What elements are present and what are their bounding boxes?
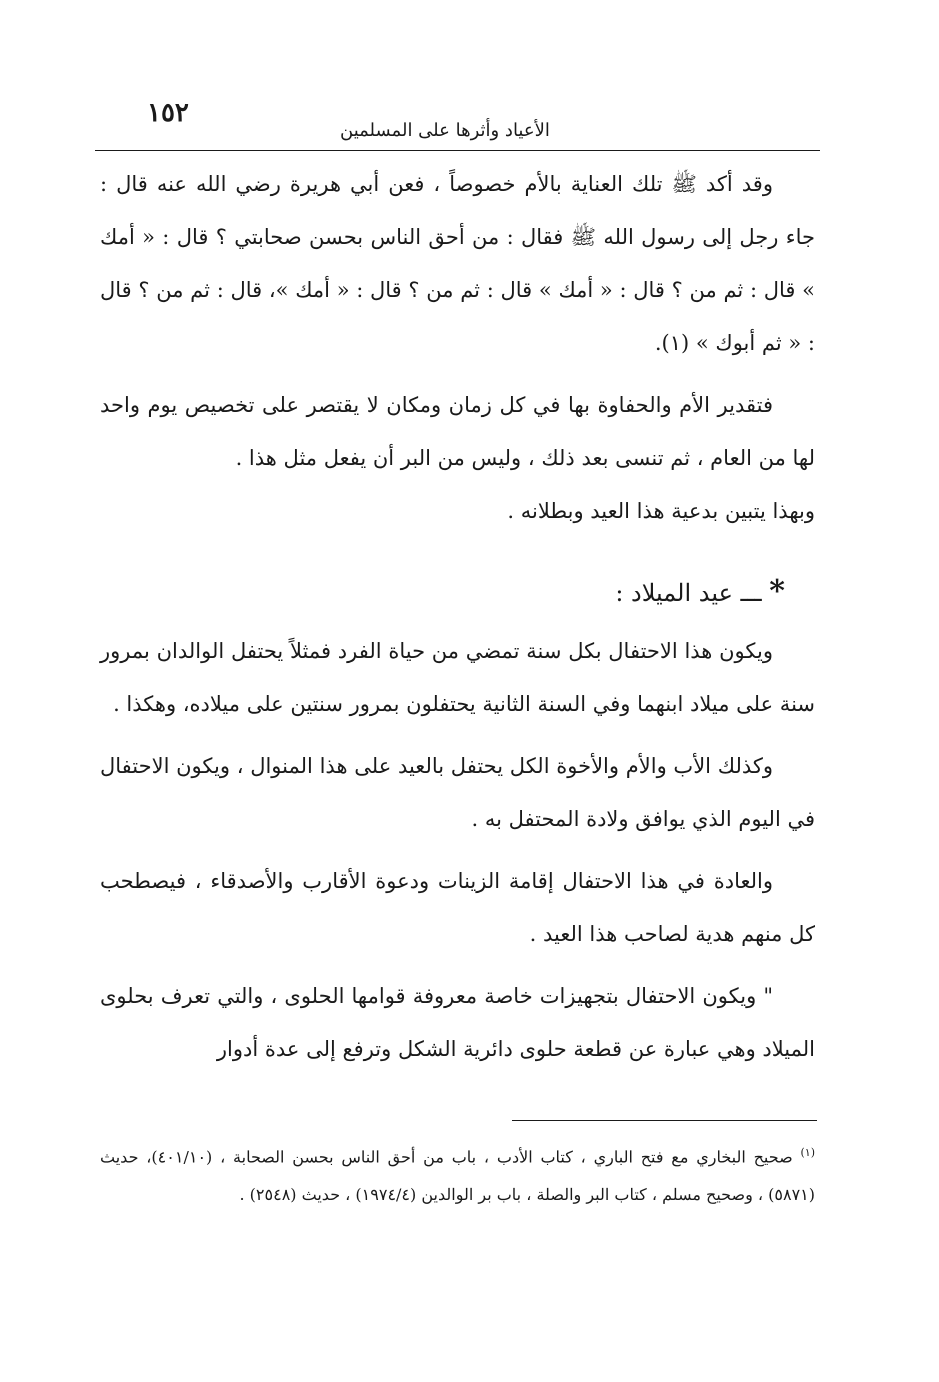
footnotes: [100, 1134, 815, 1214]
main-text: [100, 158, 815, 1076]
paragraph-birthday-cake: " ويكون الاحتفال بتجهيزات خاصة معروفة قوامها الحلوى ، والتي تعرف بحلوى الميلاد وهي عبارة عن قطعة حلوى دائرية الشكل وترفع إلى عدة أدوار: [100, 984, 815, 1061]
paragraph-mother-honor: فتقدير الأم والحفاوة بها في كل زمان ومكان لا يقتصر على تخصيص يوم واحد لها من العام ، ثم تنسى بعد ذلك ، وليس من البر أن يفعل مثل هذا .: [100, 393, 815, 470]
page-number: ١٥٢: [147, 98, 189, 128]
paragraph-birthday-family: وكذلك الأب والأم والأخوة الكل يحتفل بالعيد على هذا المنوال ، ويكون الاحتفال في اليوم الذي يوافق ولادة المحتفل به .: [100, 754, 815, 831]
section-heading-star: *: [769, 574, 785, 609]
section-heading-text: ـــ عيد الميلاد :: [615, 579, 762, 607]
running-title: الأعياد وأثرها على المسلمين: [340, 120, 550, 141]
footnote-text: صحيح البخاري مع فتح الباري ، كتاب الأدب ، باب من أحق الناس بحسن الصحابة ، (٤٠١/١٠)، حديث (٥٨٧١) ، وصحيح مسلم ، كتاب البر والصلة ، باب بر الوالدين (١٩٧٤/٤) ، حديث (٢٥٤٨) .: [100, 1147, 815, 1205]
paragraph-birthday-intro: ويكون هذا الاحتفال بكل سنة تمضي من حياة الفرد فمثلاً يحتفل الوالدان بمرور سنة على ميلاد ابنهما وفي السنة الثانية يحتفلون بمرور سنتين على ميلاده، وهكذا .: [100, 639, 815, 716]
header-rule: [95, 150, 820, 151]
footnote-marker: (١): [800, 1146, 815, 1159]
section-heading: [100, 568, 815, 617]
paragraph-conclusion: وبهذا يتبين بدعية هذا العيد وبطلانه .: [507, 499, 815, 523]
paragraph-birthday-custom: والعادة في هذا الاحتفال إقامة الزينات ودعوة الأقارب والأصدقاء ، فيصطحب كل منهم هدية لصاحب هذا العيد .: [100, 869, 815, 946]
footnote-rule: [512, 1120, 817, 1121]
page-header: [95, 92, 820, 150]
paragraph-hadith: وقد أكد ﷺ تلك العناية بالأم خصوصاً ، فعن أبي هريرة رضي الله عنه قال : جاء رجل إلى رسول الله ﷺ فقال : من أحق الناس بحسن صحابتي ؟ قال : « أمك » قال : ثم من ؟ قال : « أمك » قال : ثم من ؟ قال : « أمك »، قال : ثم من ؟ قال : « ثم أبوك » (١).: [100, 172, 815, 355]
